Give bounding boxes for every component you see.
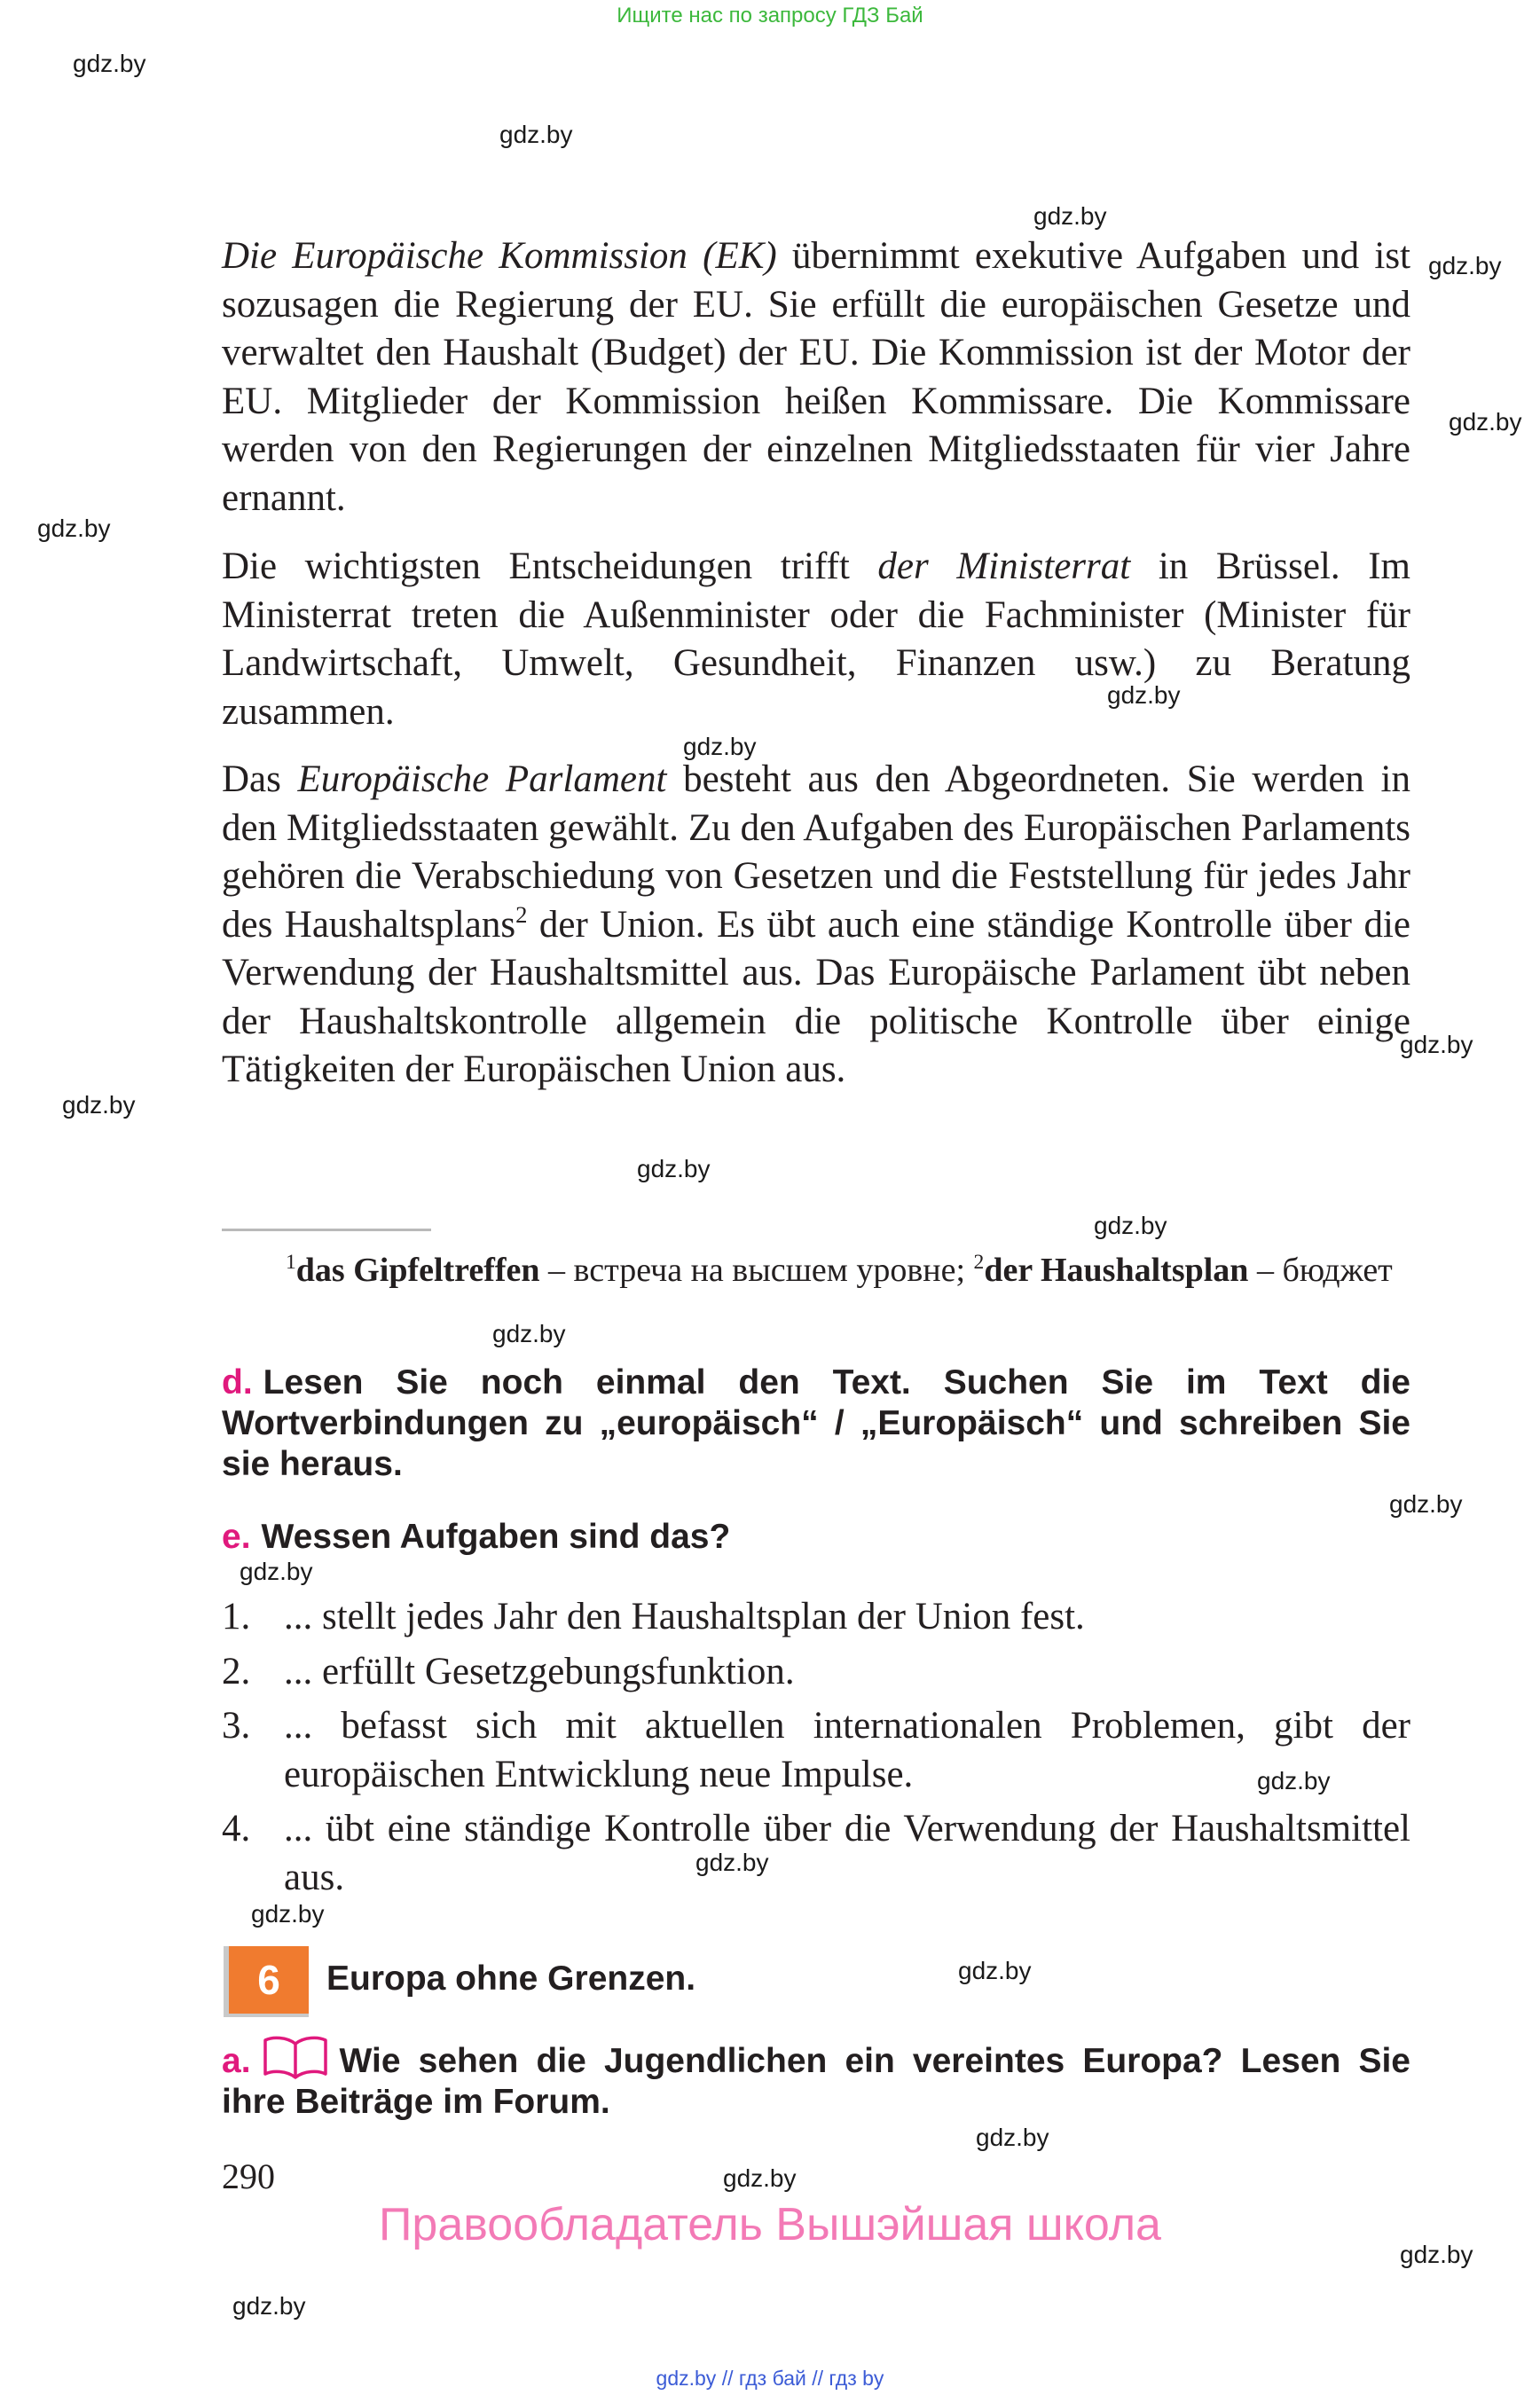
list-number: 4. — [222, 1808, 251, 1849]
footnote-definition: – бюджет — [1248, 1252, 1393, 1289]
paragraph-council — [222, 543, 1410, 736]
list-text: ... stellt jedes Jahr den Haushaltsplan der Union fest. — [284, 1596, 1085, 1637]
paragraph-text: in Brüssel. Im Ministerrat treten die Außenminister oder die Fachminister (Minister für Landwirtschaft, Umwelt, Gesundheit, Finanzen usw.) zu Beratung zusammen. — [222, 546, 1410, 733]
term-parliament: Europäische Parlament — [297, 758, 667, 800]
list-number: 1. — [222, 1596, 251, 1637]
task-e — [222, 1517, 1410, 1558]
paragraph-text: Das — [222, 758, 298, 800]
footnote-term: der Haushaltsplan — [984, 1252, 1249, 1289]
watermark: gdz.by — [492, 1320, 566, 1347]
task-letter: d. — [222, 1363, 253, 1402]
watermark: gdz.by — [1033, 202, 1107, 230]
footnote-marker: 2 — [973, 1250, 985, 1274]
term-council: der Ministerrat — [877, 546, 1131, 587]
list-item — [222, 1702, 1410, 1799]
watermark: gdz.by — [251, 1900, 325, 1928]
book-reading-icon — [262, 2035, 329, 2079]
watermark: gdz.by — [637, 1155, 711, 1182]
footnote-divider — [222, 1229, 431, 1231]
term-commission: Die Europäische Kommission (EK) — [222, 235, 777, 277]
list-number: 2. — [222, 1650, 251, 1692]
copyright-holder: Правообладатель Вышэйшая школа — [379, 2199, 1161, 2250]
paragraph-text: der Union. Es übt auch eine ständige Kontrolle über die Verwendung der Haushaltsmittel aus. Das Europäische Parlament übt neben der Haushaltskontrolle allgemein die politische Kontrolle über einige Tätigkeiten der Europäischen Union aus. — [222, 903, 1410, 1090]
paragraph-text: übernimmt exekutive Aufgaben und ist sozusagen die Regierung der EU. Sie erfüllt die europäischen Gesetze und verwaltet den Haushalt (Budget) der EU. Die Kommission ist der Motor der EU. Mitglieder der Kommission heißen Kommissare. Die Kommissare werden von den Regierungen der einzelnen Mitgliedsstaaten für vier Jahre ernannt. — [222, 235, 1411, 519]
list-item — [222, 1648, 1410, 1697]
watermark: gdz.by — [723, 2164, 797, 2192]
paragraph-parliament — [222, 756, 1410, 1095]
task-e-list — [222, 1593, 1410, 1908]
task-instruction: Wessen Aufgaben sind das? — [261, 1518, 731, 1556]
watermark: gdz.by — [1449, 408, 1522, 436]
task-letter: e. — [222, 1518, 251, 1556]
watermark: gdz.by — [1400, 1031, 1473, 1058]
watermark: gdz.by — [1107, 681, 1181, 709]
watermark: gdz.by — [1400, 2241, 1473, 2268]
list-number: 3. — [222, 1705, 251, 1747]
watermark: gdz.by — [232, 2292, 306, 2320]
footnote-term: das Gipfeltreffen — [295, 1252, 540, 1289]
list-item — [222, 1593, 1410, 1642]
bottom-links[interactable]: gdz.by // гдз бай // гдз by — [656, 2367, 884, 2390]
watermark: gdz.by — [1094, 1212, 1167, 1239]
paragraph-text: besteht aus den Abgeordneten. Sie werden in den Mitgliedsstaaten gewählt. Zu den Aufgaben des Europäischen Parlaments gehören die Verabschiedung von Gesetzen und die Feststellung für jedes Jahr des Haushaltsplans — [222, 758, 1411, 946]
section-title: Europa ohne Grenzen. — [326, 1959, 696, 1998]
footnote-ref: 2 — [515, 900, 528, 928]
task-a — [222, 2035, 1410, 2123]
paragraph-commission — [222, 232, 1410, 522]
task-letter: a. — [222, 2042, 251, 2080]
watermark: gdz.by — [1428, 252, 1502, 279]
watermark: gdz.by — [958, 1957, 1032, 1984]
page-number: 290 — [222, 2156, 275, 2196]
watermark: gdz.by — [683, 733, 757, 760]
section-number-badge — [224, 1946, 309, 2017]
list-text: ... erfüllt Gesetzgebungsfunktion. — [284, 1650, 795, 1692]
list-item — [222, 1805, 1410, 1902]
section-number: 6 — [257, 1957, 280, 2003]
task-instruction: Lesen Sie noch einmal den Text. Suchen Sie im Text die Wortverbindungen zu „europäisch“ / „Europäisch“ und schreiben Sie sie heraus. — [222, 1363, 1410, 1483]
watermark: gdz.by — [240, 1558, 313, 1585]
footnote-marker: 1 — [286, 1250, 296, 1274]
footnote-definition: – встреча на высшем уровне; — [539, 1252, 974, 1289]
watermark: gdz.by — [1257, 1767, 1331, 1794]
watermark: gdz.by — [37, 514, 111, 542]
footnote — [222, 1249, 1410, 1292]
watermark: gdz.by — [695, 1849, 769, 1876]
watermark: gdz.by — [499, 121, 573, 148]
watermark: gdz.by — [976, 2124, 1049, 2151]
watermark: gdz.by — [62, 1091, 136, 1119]
watermark: gdz.by — [73, 50, 146, 77]
task-instruction: Wie sehen die Jugendlichen ein vereintes Europa? Lesen Sie ihre Beiträge im Forum. — [222, 2042, 1410, 2121]
paragraph-text: Die wichtigsten Entscheidungen trifft — [222, 546, 878, 587]
top-banner: Ищите нас по запросу ГДЗ Бай — [617, 4, 923, 27]
section-heading — [326, 1959, 1214, 1999]
list-text: ... befasst sich mit aktuellen internationalen Problemen, gibt der europäischen Entwicklung neue Impulse. — [284, 1705, 1410, 1795]
list-text: ... übt eine ständige Kontrolle über die Verwendung der Haushaltsmittel aus. — [284, 1808, 1410, 1898]
task-d — [222, 1362, 1410, 1485]
watermark: gdz.by — [1389, 1490, 1463, 1518]
